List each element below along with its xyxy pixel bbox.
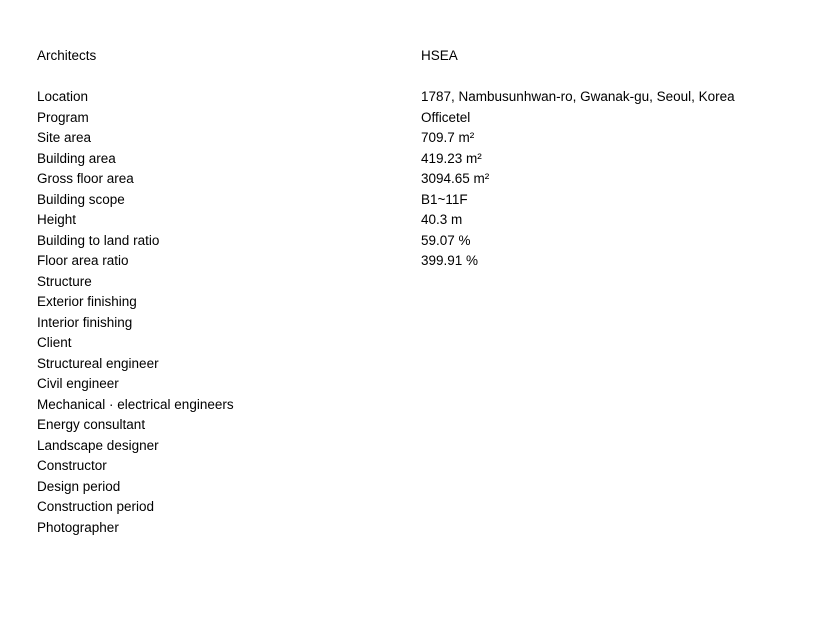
- project-spec-sheet: [37, 46, 806, 538]
- value-structural-engineer: [421, 354, 806, 375]
- spec-row-gross-floor-area: [37, 169, 806, 190]
- value-client: [421, 333, 806, 354]
- label-structural-engineer: Structureal engineer: [37, 355, 159, 371]
- value-civil-engineer: [421, 374, 806, 395]
- value-structure: [421, 272, 806, 293]
- label-gross-floor-area: Gross floor area: [37, 171, 134, 186]
- value-building-scope: B1~11F: [421, 191, 468, 207]
- value-design-period: [421, 477, 806, 498]
- spec-row-mechanical-electrical-engineers: [37, 395, 806, 416]
- spec-row-constructor: [37, 456, 806, 477]
- spec-row-client: [37, 333, 806, 354]
- value-architects: HSEA: [421, 48, 458, 63]
- label-location: Location: [37, 89, 89, 104]
- label-building-area: Building area: [37, 150, 116, 166]
- spec-row-floor-area-ratio: [37, 251, 806, 272]
- value-floor-area-ratio: 399.91 %: [421, 253, 479, 268]
- spec-row-building-to-land-ratio: [37, 231, 806, 252]
- label-construction-period: Construction period: [37, 499, 155, 514]
- value-exterior-finishing: [421, 292, 806, 313]
- value-program: Officetel: [421, 109, 471, 125]
- value-constructor: [421, 456, 806, 477]
- label-site-area: Site area: [37, 130, 92, 145]
- value-site-area: 709.7 m²: [421, 130, 475, 145]
- spec-row-structure: [37, 272, 806, 293]
- label-client: Client: [37, 335, 72, 350]
- value-landscape-designer: [421, 436, 806, 457]
- label-photographer: Photographer: [37, 519, 119, 535]
- value-photographer: [421, 518, 806, 539]
- label-exterior-finishing: Exterior finishing: [37, 294, 137, 309]
- spec-row-building-scope: [37, 190, 806, 211]
- spec-row-landscape-designer: [37, 436, 806, 457]
- spec-row-exterior-finishing: [37, 292, 806, 313]
- spec-row-photographer: [37, 518, 806, 539]
- label-structure: Structure: [37, 273, 92, 289]
- spec-row-civil-engineer: [37, 374, 806, 395]
- value-construction-period: [421, 497, 806, 518]
- value-height: 40.3 m: [421, 212, 463, 227]
- spec-row-location: [37, 87, 806, 108]
- label-mechanical-electrical-engineers: Mechanical · electrical engineers: [37, 396, 234, 412]
- spec-row-site-area: [37, 128, 806, 149]
- value-energy-consultant: [421, 415, 806, 436]
- spec-row-interior-finishing: [37, 313, 806, 334]
- value-location: 1787, Nambusunhwan-ro, Gwanak-gu, Seoul, Korea: [421, 89, 735, 104]
- spec-row-building-area: [37, 149, 806, 170]
- spec-row-energy-consultant: [37, 415, 806, 436]
- value-mechanical-electrical-engineers: [421, 395, 806, 416]
- label-constructor: Constructor: [37, 458, 107, 473]
- label-civil-engineer: Civil engineer: [37, 376, 119, 391]
- label-building-scope: Building scope: [37, 191, 125, 207]
- spec-row-architects: [37, 46, 806, 67]
- label-height: Height: [37, 212, 77, 227]
- label-program: Program: [37, 109, 89, 125]
- label-design-period: Design period: [37, 478, 121, 494]
- spec-row-structural-engineer: [37, 354, 806, 375]
- label-architects: Architects: [37, 48, 97, 63]
- value-building-to-land-ratio: 59.07 %: [421, 232, 471, 248]
- spec-row-construction-period: [37, 497, 806, 518]
- label-interior-finishing: Interior finishing: [37, 314, 133, 330]
- value-gross-floor-area: 3094.65 m²: [421, 171, 490, 186]
- spec-row-height: [37, 210, 806, 231]
- label-floor-area-ratio: Floor area ratio: [37, 253, 129, 268]
- label-energy-consultant: Energy consultant: [37, 417, 146, 432]
- value-interior-finishing: [421, 313, 806, 334]
- spec-row-design-period: [37, 477, 806, 498]
- label-landscape-designer: Landscape designer: [37, 437, 159, 453]
- spec-row-program: [37, 108, 806, 129]
- value-building-area: 419.23 m²: [421, 150, 482, 166]
- label-building-to-land-ratio: Building to land ratio: [37, 232, 160, 248]
